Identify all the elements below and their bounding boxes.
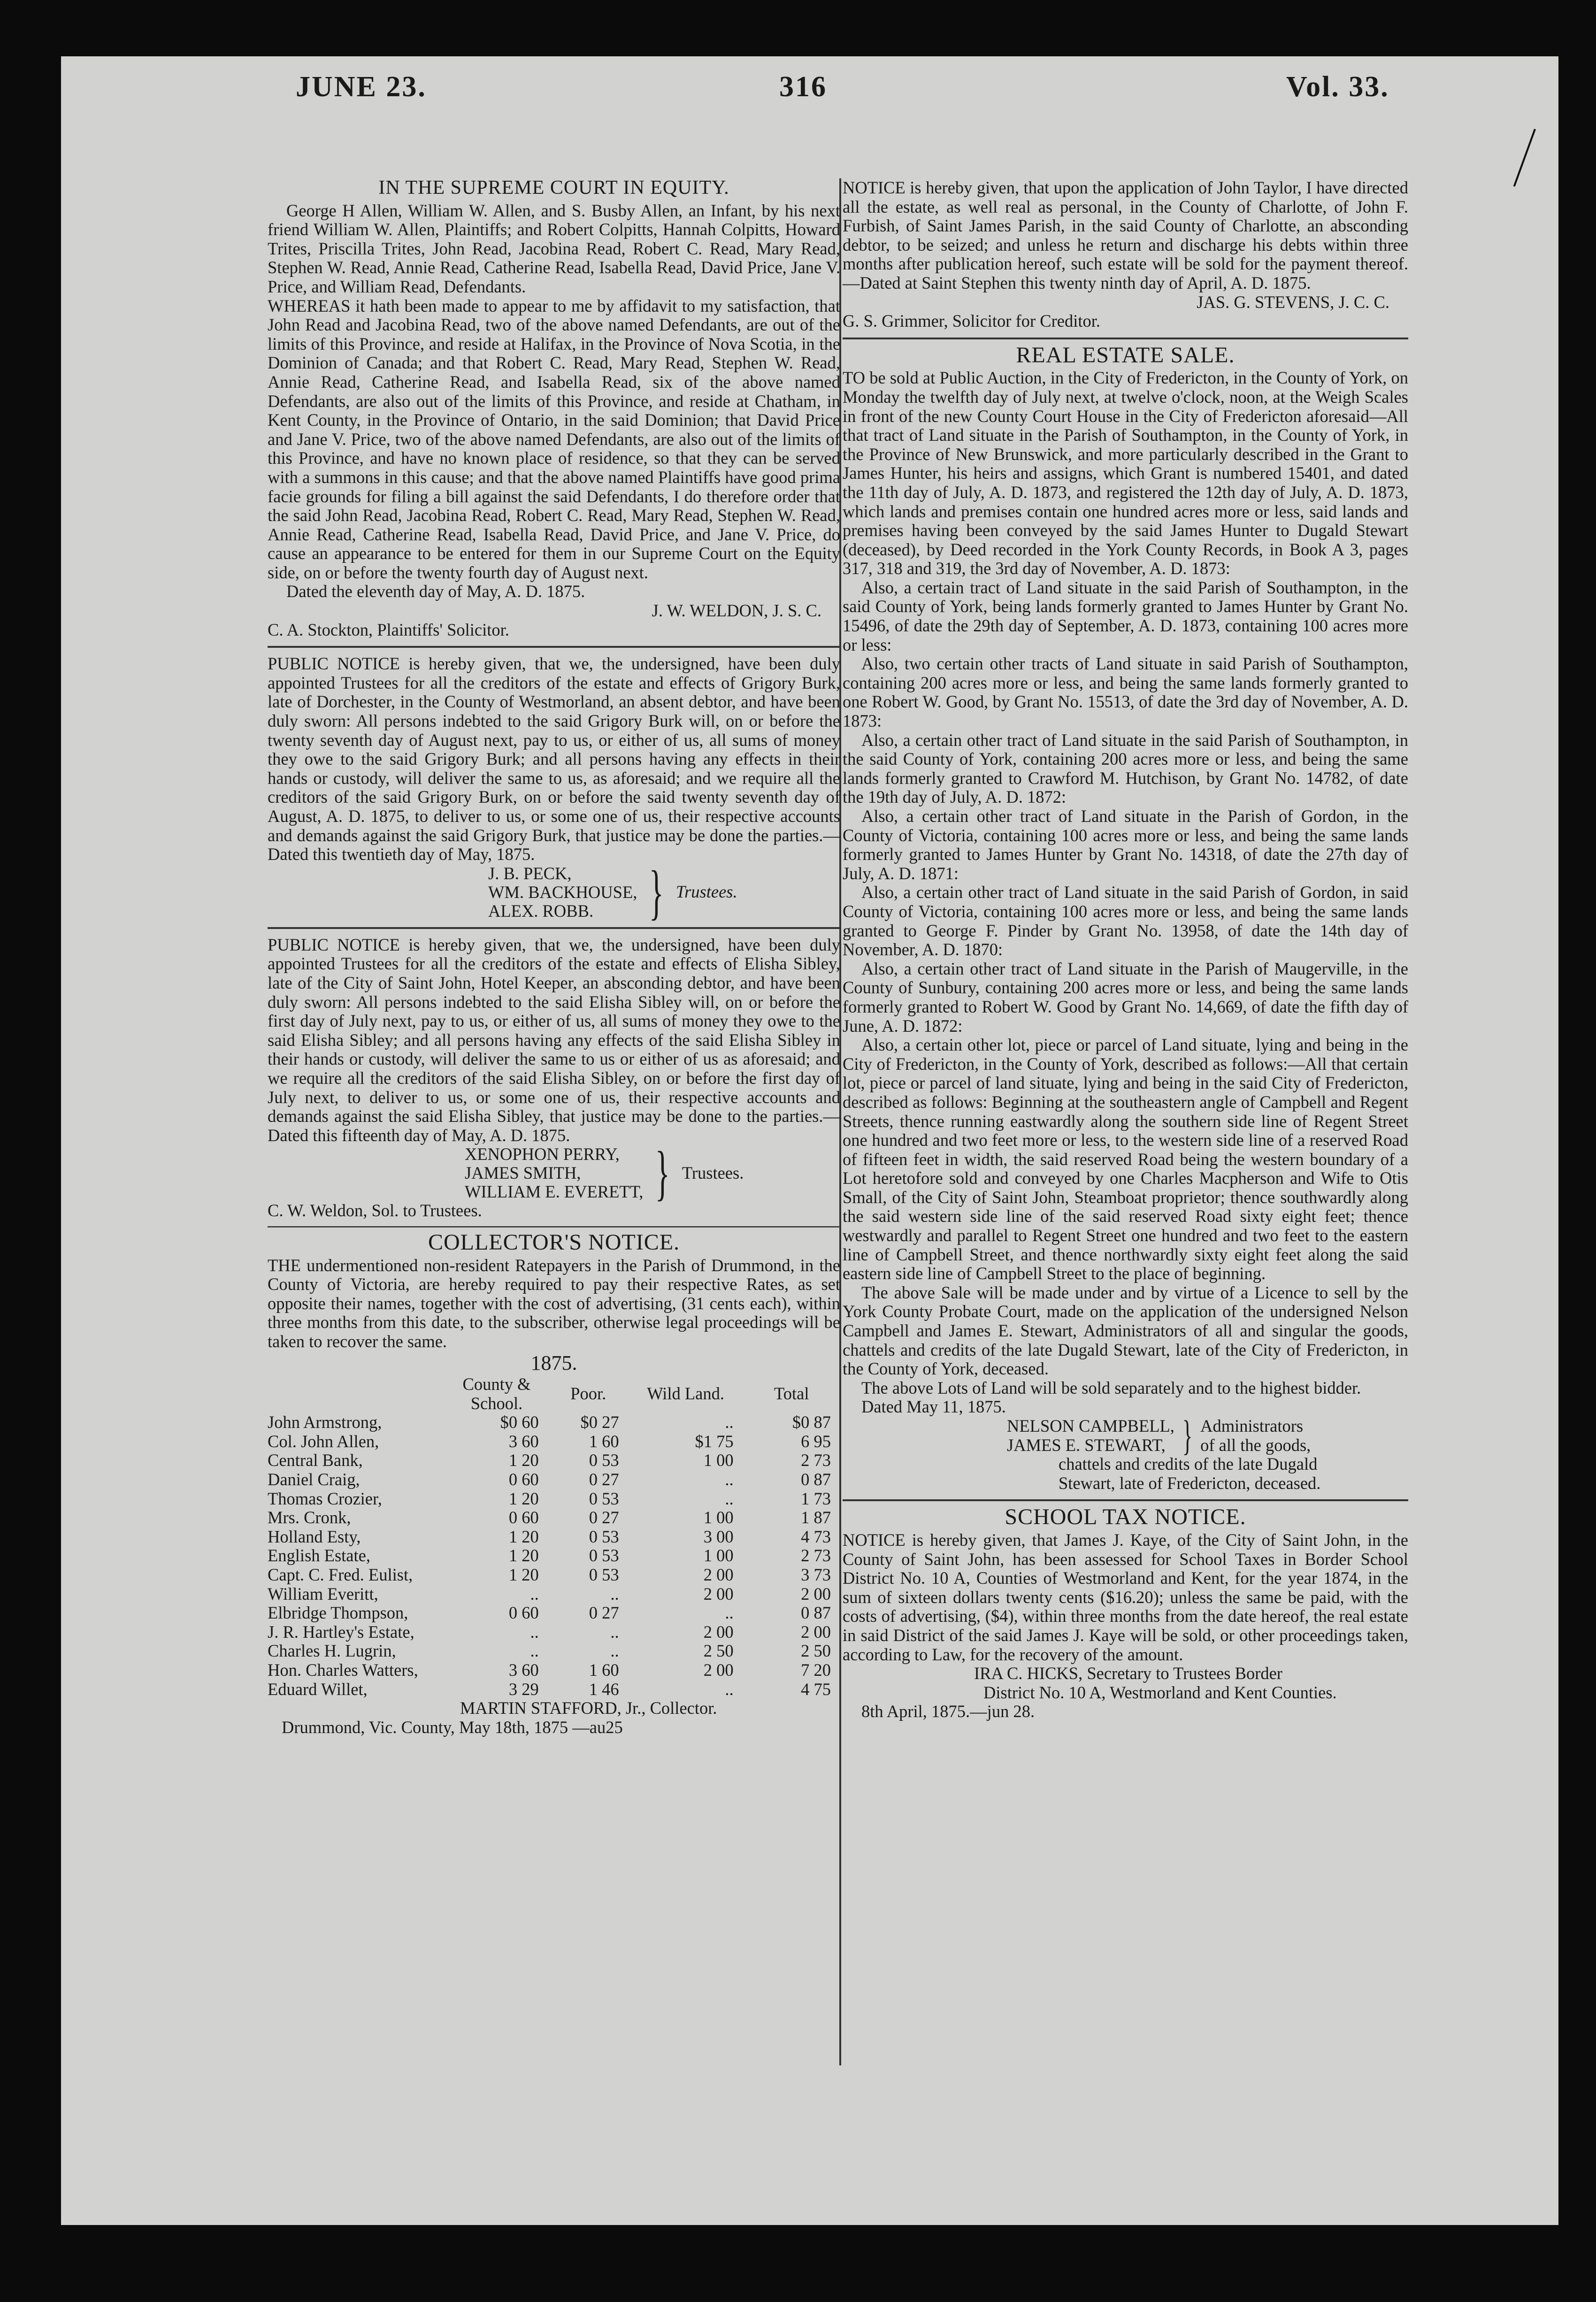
rate-cell: 6 95 — [801, 1431, 831, 1451]
rate-cell: 2 00 — [703, 1622, 734, 1642]
rate-cell: 1 20 — [508, 1489, 539, 1508]
collector-signature: MARTIN STAFFORD, Jr., Collector. — [460, 1698, 717, 1718]
brace-glyph: } — [655, 1139, 670, 1207]
rate-cell: 0 87 — [801, 1603, 831, 1623]
ratepayer-name: English Estate, — [268, 1546, 370, 1565]
table-row — [268, 1546, 840, 1565]
table-row — [268, 1413, 840, 1432]
real-estate-paragraph: Also, a certain other tract of Land situate in the Parish of Maugerville, in the County of Sunbury, containing 200 acres more or less, and being the same lands formerly granted to Robert W. Good by Grant No. 14,669, of date the fifth day of June, A. D. 1872: — [843, 959, 1408, 1036]
ratepayer-name: Holland Esty, — [268, 1527, 361, 1546]
court-notice-title: IN THE SUPREME COURT IN EQUITY. — [378, 177, 729, 199]
real-estate-paragraph: The above Lots of Land will be sold separately and to the highest bidder. — [861, 1378, 1361, 1397]
column-header: County & School. — [462, 1374, 531, 1413]
rate-cell: .. — [725, 1603, 734, 1623]
table-header-row — [268, 1375, 840, 1413]
column-header: Wild Land. — [647, 1384, 724, 1404]
furbish-judge: JAS. G. STEVENS, J. C. C. — [1197, 292, 1389, 312]
column-header: Total — [774, 1384, 809, 1404]
rate-cell: 1 60 — [589, 1660, 619, 1680]
rate-cell: .. — [530, 1584, 539, 1604]
table-row — [268, 1680, 840, 1699]
rate-cell: 2 00 — [703, 1565, 734, 1584]
rate-cell: 1 20 — [508, 1546, 539, 1565]
rate-cell: .. — [725, 1679, 734, 1699]
collector-footer: Drummond, Vic. County, May 18th, 1875 —au25 — [282, 1717, 623, 1737]
administrator-tail: chattels and credits of the late Dugald — [1059, 1454, 1318, 1474]
rate-cell: .. — [610, 1584, 619, 1604]
rate-cell: 2 00 — [801, 1584, 831, 1604]
header-volume: Vol. 33. — [1286, 71, 1389, 103]
column-header: Poor. — [570, 1384, 606, 1404]
table-row — [268, 1585, 840, 1604]
real-estate-paragraph: Also, a certain other tract of Land situate in the said Parish of Gordon, in said County of Victoria, containing 100 acres more or less, and being the same lands granted to George F. Pinder by Grant No. 13958, of date the 14th day of November, A. D. 1870: — [843, 882, 1408, 959]
rate-cell: 1 20 — [508, 1527, 539, 1546]
rate-cell: 3 60 — [508, 1431, 539, 1451]
rate-cell: 1 46 — [589, 1679, 619, 1699]
header-page-number: 316 — [779, 71, 827, 103]
rate-cell: 3 60 — [508, 1660, 539, 1680]
divider — [843, 338, 1408, 339]
rate-cell: 0 53 — [589, 1546, 619, 1565]
rate-cell: 2 73 — [801, 1450, 831, 1470]
court-notice-judge: J. W. WELDON, J. S. C. — [652, 601, 821, 621]
brace-glyph: } — [1182, 1412, 1193, 1459]
real-estate-title: REAL ESTATE SALE. — [1016, 342, 1235, 368]
court-notice-parties: George H Allen, William W. Allen, and S. Busby Allen, an Infant, by his next friend William W. Allen, Plaintiffs; and Robert Colpitts, Hannah Colpitts, Howard Trites, Priscilla Trites, John Read, Jacobina Read, Robert C. Read, Mary Read, Stephen W. Read, Annie Read, Catherine Read, Isabella Read, David Price, Jane V. Price, and William Read, Defendants. — [268, 200, 840, 296]
ratepayer-name: Eduard Willet, — [268, 1679, 368, 1699]
administrator-role: of all the goods, — [1200, 1435, 1311, 1455]
rate-cell: 2 00 — [801, 1622, 831, 1642]
rate-cell: 1 20 — [508, 1450, 539, 1470]
school-tax-footer: 8th April, 1875.—jun 28. — [861, 1702, 1035, 1721]
real-estate-paragraph: Also, a certain other tract of Land situate in the Parish of Gordon, in the County of Victoria, containing 100 acres more or less, and being the same lands formerly granted to James Hunter by Grant No. 14318, of date the 27th day of July, A. D. 1871: — [843, 806, 1408, 883]
divider — [268, 1226, 840, 1228]
real-estate-paragraph: TO be sold at Public Auction, in the City of Fredericton, in the County of York, on Monday the twelfth day of July next, at twelve o'clock, noon, at the Weigh Scales in front of the new County Court House in the City of Fredericton aforesaid—All that tract of Land situate in the Parish of Southampton, in the County of York, in the Province of New Brunswick, and more particularly described in the Grant to James Hunter, his heirs and assigns, which Grant is numbered 15401, and dated the 11th day of July, A. D. 1873, and registered the 12th day of July, A. D. 1873, which lands and premises contain one hundred acres more or less, said lands and premises having been conveyed by the said James Hunter to Dugald Stewart (deceased), by Deed recorded in the York County Records, in Book A 3, pages 317, 318 and 319, the 3rd day of November, A. D. 1873: — [843, 368, 1408, 578]
table-row — [268, 1451, 840, 1470]
rate-cell: 0 53 — [589, 1450, 619, 1470]
rate-cell: 0 87 — [801, 1470, 831, 1489]
divider — [843, 1499, 1408, 1501]
table-row — [268, 1642, 840, 1661]
divider — [268, 927, 840, 929]
table-row — [268, 1432, 840, 1451]
brace-glyph: } — [649, 858, 664, 926]
rate-cell: 2 73 — [801, 1546, 831, 1565]
rate-cell: $0 60 — [500, 1412, 539, 1432]
sibley-trustees — [465, 1139, 840, 1207]
administrator-name: NELSON CAMPBELL, — [1007, 1416, 1174, 1435]
rate-cell: 0 27 — [589, 1470, 619, 1489]
rate-cell: $1 75 — [695, 1431, 734, 1451]
left-column — [268, 178, 840, 1737]
ratepayer-name: J. R. Hartley's Estate, — [268, 1622, 414, 1642]
collector-notice-body: THE undermentioned non-resident Ratepayers in the Parish of Drummond, in the County of Victoria, are hereby required to pay their respective Rates, as set opposite their names, together with the cost of advertising, (31 cents each), within three months from this date, to the subscriber, otherwise legal proceedings will be taken to recover the same. — [268, 1255, 840, 1351]
rate-cell: 1 00 — [703, 1450, 734, 1470]
rate-cell: 2 00 — [703, 1660, 734, 1680]
ratepayer-name: Daniel Craig, — [268, 1470, 360, 1489]
real-estate-paragraph: Also, two certain other tracts of Land situate in said Parish of Southampton, containing 200 acres more or less, and being the same lands formerly granted to one Robert W. Good, by Grant No. 15513, of date the 3rd day of November, A. D. 1873: — [843, 654, 1408, 731]
rate-cell: 2 50 — [801, 1641, 831, 1661]
ratepayer-name: Elbridge Thompson, — [268, 1603, 408, 1623]
table-row — [268, 1527, 840, 1547]
trustee-name: XENOPHON PERRY, — [465, 1144, 620, 1164]
ratepayer-name: Central Bank, — [268, 1450, 363, 1470]
real-estate-paragraph: Also, a certain tract of Land situate in the said Parish of Southampton, in the said County of York, being lands formerly granted to James Hunter by Grant No. 15496, of date the 29th day of September, A. D. 1873, containing 100 acres more or less: — [843, 577, 1408, 654]
rate-cell: .. — [725, 1470, 734, 1489]
rate-cell: 1 00 — [703, 1546, 734, 1565]
table-row — [268, 1661, 840, 1680]
ratepayers-table — [268, 1375, 840, 1699]
administrator-role: Administrators — [1200, 1416, 1304, 1435]
rate-cell: 1 87 — [801, 1508, 831, 1527]
ratepayer-name: Thomas Crozier, — [268, 1489, 382, 1508]
rate-cell: 0 27 — [589, 1508, 619, 1527]
sibley-solicitor: C. W. Weldon, Sol. to Trustees. — [268, 1201, 482, 1220]
ratepayer-name: Col. John Allen, — [268, 1431, 379, 1451]
administrators-block — [1007, 1412, 1408, 1459]
rate-cell: 0 60 — [508, 1603, 539, 1623]
trustee-role: Trustees. — [682, 1163, 744, 1183]
school-tax-title: SCHOOL TAX NOTICE. — [1005, 1504, 1246, 1530]
court-notice-body: WHEREAS it hath been made to appear to me by affidavit to my satisfaction, that John Read and Jacobina Read, two of the above named Defendants, are out of the limits of this Province, and reside at Halifax, in the Province of Nova Scotia, in the Dominion of Canada; and that Robert C. Read, Mary Read, Stephen W. Read, Annie Read, Catherine Read, and Isabella Read, six of the above named Defendants, are also out of the limits of this Province, and reside at Chatham, in Kent County, in the Province of Ontario, in the said Dominion; that David Price and Jane V. Price, two of the above named Defendants, are also out of the limits of this Province, and have no known place of residence, so that they can be served with a summons in this cause; and that the above named Plaintiffs have good prima facie grounds for filing a bill against the said Defendants, I do therefore order that the said John Read, Jacobina Read, Robert C. Read, Mary Read, Stephen W. Read, Annie Read, Catherine Read, Isabella Read, David Price, and Jane V. Price, do cause an appearance to be entered for them in our Supreme Court on the Equity side, on or before the twenty fourth day of August next. — [268, 296, 840, 582]
court-notice-solicitor: C. A. Stockton, Plaintiffs' Solicitor. — [268, 620, 509, 639]
rate-cell: 0 53 — [589, 1527, 619, 1546]
table-row — [268, 1470, 840, 1489]
school-tax-signature: IRA C. HICKS, Secretary to Trustees Border — [974, 1664, 1282, 1683]
rate-cell: 2 50 — [703, 1641, 734, 1661]
rate-cell: 0 53 — [589, 1565, 619, 1584]
rate-cell: 0 60 — [508, 1470, 539, 1489]
header-date: JUNE 23. — [296, 71, 427, 103]
school-tax-body: NOTICE is hereby given, that James J. Kaye, of the City of Saint John, in the County of Saint John, has been assessed for School Taxes in Border School District No. 10 A, Counties of Westmorland and Kent, for the year 1874, in the sum of sixteen dollars twenty cents ($16.20); unless the same be paid, with the costs of advertising, ($4), within three months from the date hereof, the real estate in said District of the said James J. Kaye will be sold, or other proceedings taken, according to Law, for the recovery of the amount. — [843, 1530, 1408, 1664]
burk-trustees — [488, 858, 840, 926]
school-tax-signature: District No. 10 A, Westmorland and Kent Counties. — [983, 1682, 1337, 1702]
rate-cell: 7 20 — [801, 1660, 831, 1680]
administrator-tail: Stewart, late of Fredericton, deceased. — [1059, 1473, 1321, 1493]
rate-cell: 3 29 — [508, 1679, 539, 1699]
trustee-role: Trustees. — [675, 882, 737, 902]
real-estate-paragraph: Also, a certain other lot, piece or parcel of Land situate, lying and being in the City of Fredericton, in the County of York, described as follows:—All that certain lot, piece or parcel of land situate, lying and being in the said City of Fredericton, described as follows: Beginning at the southeastern angle of Campbell and Regent Streets, thence running eastwardly along the southern side line of Regent Street one hundred and two feet more or less, to the western side line of a reserved Road of fifteen feet in width, the said reserved Road being the western boundary of a Lot heretofore sold and conveyed by one Charles Macpherson and Wife to Otis Small, of the City of Saint John, Steamboat proprietor; thence southwardly along the said western side line of the said reserved Road sixty eight feet; thence westwardly and parallel to Regent Street one hundred and two feet to the eastern line of Campbell Street, and thence northwardly sixty eight feet along the said eastern side line of Campbell Street to the place of beginning. — [843, 1035, 1408, 1283]
rate-cell: .. — [530, 1641, 539, 1661]
collector-year: 1875. — [530, 1351, 577, 1375]
right-column — [843, 178, 1408, 1721]
trustee-name: WM. BACKHOUSE, — [488, 882, 637, 902]
rate-cell: .. — [530, 1622, 539, 1642]
real-estate-paragraph: The above Sale will be made under and by virtue of a Licence to sell by the York County Probate Court, made on the application of the undersigned Nelson Campbell and James E. Stewart, Administrators of all and singular the goods, chattels and credits of the late Dugald Stewart, late of the City of Fredericton, in the County of York, deceased. — [843, 1282, 1408, 1379]
rate-cell: 1 60 — [589, 1431, 619, 1451]
burk-notice-body: PUBLIC NOTICE is hereby given, that we, the undersigned, have been duly appointed Trustees for all the creditors of the estate and effects of Grigory Burk, late of Dorchester, in the County of Westmorland, an absent debtor, and have been duly sworn: All persons indebted to the said Grigory Burk will, on or before the twenty seventh day of August next, pay to us, or either of us, all sums of money they owe to the said Grigory Burk; and all persons having any effects in their hands or custody, will deliver the same to us, as aforesaid; and we require all the creditors of the said Grigory Burk, on or before the said twenty seventh day of August, A. D. 1875, to deliver to us, or some one of us, their respective accounts and demands against the said Grigory Burk, that justice may be done the parties.—Dated this twentieth day of May, 1875. — [268, 654, 840, 864]
ratepayer-name: Mrs. Cronk, — [268, 1508, 351, 1527]
rate-cell: 1 00 — [703, 1508, 734, 1527]
table-row — [268, 1508, 840, 1527]
ratepayer-name: John Armstrong, — [268, 1412, 382, 1432]
ratepayer-name: Charles H. Lugrin, — [268, 1641, 396, 1661]
divider — [268, 646, 840, 648]
real-estate-body — [843, 368, 1408, 1397]
collector-notice-title: COLLECTOR'S NOTICE. — [428, 1229, 680, 1255]
trustee-name: JAMES SMITH, — [465, 1163, 581, 1183]
rate-cell: 4 73 — [801, 1527, 831, 1546]
table-row — [268, 1604, 840, 1623]
trustee-name: ALEX. ROBB. — [488, 901, 594, 921]
trustee-name: J. B. PECK, — [488, 863, 572, 883]
rate-cell: $0 87 — [792, 1412, 831, 1432]
rate-cell: 1 20 — [508, 1565, 539, 1584]
rate-cell: .. — [610, 1622, 619, 1642]
furbish-solicitor: G. S. Grimmer, Solicitor for Creditor. — [843, 311, 1101, 331]
rate-cell: 2 00 — [703, 1584, 734, 1604]
furbish-notice-body: NOTICE is hereby given, that upon the application of John Taylor, I have directed all the estate, as well real as personal, in the County of Charlotte, of John F. Furbish, of Saint James Parish, in the said County of Charlotte, an absconding debtor, to be seized; and unless he return and discharge his debts within three months after publication hereof, such estate will be sold for the payment thereof.—Dated at Saint Stephen this twenty ninth day of April, A. D. 1875. — [843, 178, 1408, 292]
administrator-name: JAMES E. STEWART, — [1007, 1435, 1166, 1455]
table-row — [268, 1565, 840, 1585]
rate-cell: 1 73 — [801, 1489, 831, 1508]
table-row — [268, 1623, 840, 1642]
ratepayer-name: Capt. C. Fred. Eulist, — [268, 1565, 413, 1584]
real-estate-paragraph: Also, a certain other tract of Land situate in the said Parish of Southampton, in the said County of York, containing 200 acres more or less, and being the same lands formerly granted to Crawford M. Hutchison, by Grant No. 14782, of date the 19th day of July, A. D. 1872: — [843, 730, 1408, 807]
ratepayer-name: Hon. Charles Watters, — [268, 1660, 418, 1680]
rate-cell: 3 73 — [801, 1565, 831, 1584]
table-row — [268, 1489, 840, 1509]
trustee-name: WILLIAM E. EVERETT, — [465, 1182, 644, 1202]
rate-cell: .. — [610, 1641, 619, 1661]
ratepayer-name: William Everitt, — [268, 1584, 378, 1604]
rate-cell: 0 53 — [589, 1489, 619, 1508]
rate-cell: 3 00 — [703, 1527, 734, 1546]
rate-cell: 4 75 — [801, 1679, 831, 1699]
court-notice-dated: Dated the eleventh day of May, A. D. 1875. — [286, 582, 585, 601]
sibley-notice-body: PUBLIC NOTICE is hereby given, that we, the undersigned, have been duly appointed Trustees for all the creditors of the estate and effects of Elisha Sibley, late of the City of Saint John, Hotel Keeper, an absconding debtor, and have been duly sworn: All persons indebted to the said Elisha Sibley will, on or before the first day of July next, pay to us, or either of us, all sums of money they owe to the said Elisha Sibley; and all persons having any effects of the said Elisha Sibley in their hands or custody, will deliver the same to us or either of us as aforesaid; and we require all the creditors of the said Elisha Sibley, on or before the first day of July next, to deliver to us, or some one of us, their respective accounts and demands against the said Elisha Sibley, that justice may be done to the parties.—Dated this fifteenth day of May, A. D. 1875. — [268, 935, 840, 1145]
rate-cell: 0 27 — [589, 1603, 619, 1623]
rate-cell: .. — [725, 1489, 734, 1508]
real-estate-dated: Dated May 11, 1875. — [861, 1397, 1006, 1417]
rate-cell: $0 27 — [580, 1412, 619, 1432]
rate-cell: .. — [725, 1412, 734, 1432]
rate-cell: 0 60 — [508, 1508, 539, 1527]
